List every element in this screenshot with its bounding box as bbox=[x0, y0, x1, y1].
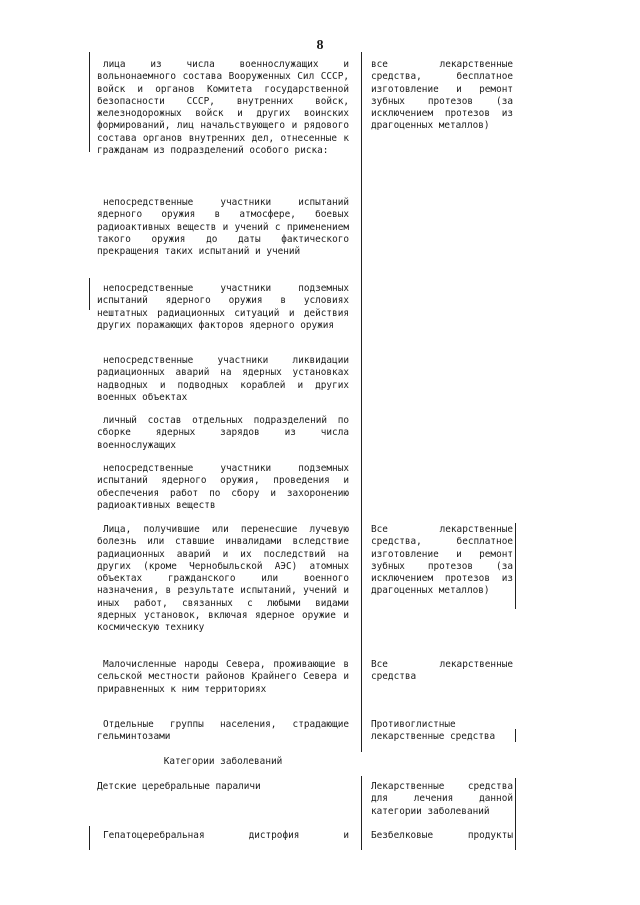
table-cell-benefit: все лекарственные средства, бесплатное изготовление и ремонт зубных протезов (за исключением протезов из драгоценных металлов) bbox=[371, 59, 513, 132]
table-cell-category: непосредственные участники испытаний ядерного оружия в атмосфере, боевых радиоактивных веществ и учений с применением такого оружия до даты фактического прекращения таких испытаний и учений bbox=[97, 197, 349, 258]
table-cell-benefit: Все лекарственные средства, бесплатное изготовление и ремонт зубных протезов (за исключением протезов из драгоценных металлов) bbox=[371, 524, 513, 597]
table-cell-category: непосредственные участники ликвидации радиационных аварий на ядерных установках надводных и подводных кораблей и других военных объектах bbox=[97, 355, 349, 403]
table-rule-left bbox=[89, 52, 90, 152]
table-rule-right bbox=[515, 778, 516, 850]
table-rule-mid bbox=[361, 52, 362, 752]
table-cell-benefit: Все лекарственные средства bbox=[371, 659, 513, 683]
table-rule-left bbox=[89, 278, 90, 310]
table-cell-disease: Гепатоцеребральная дистрофия и bbox=[103, 830, 349, 841]
table-rule-mid bbox=[361, 776, 362, 850]
table-cell-category: Отдельные группы населения, страдающие гельминтозами bbox=[97, 719, 349, 743]
page-number: 8 bbox=[316, 38, 324, 53]
table-cell-benefit: Противоглистные лекарственные средства bbox=[371, 719, 496, 743]
table-rule-right bbox=[515, 729, 516, 742]
table-cell-category: личный состав отдельных подразделений по сборке ядерных зарядов из числа военнослужащих bbox=[97, 415, 349, 451]
table-cell-disease: Детские церебральные параличи bbox=[97, 781, 261, 792]
table-cell-category: Лица, получившие или перенесшие лучевую болезнь или ставшие инвалидами вследствие радиационных аварий и их последствий на других (кроме Чернобыльской АЭС) атомных объектах гражданского или военного назначения, в результате испытаний, учений и иных работ, связанных с любыми видами ядерных установок, включая ядерное оружие и космическую технику bbox=[97, 524, 349, 634]
table-rule-right bbox=[515, 523, 516, 609]
section-heading: Категории заболеваний bbox=[163, 756, 283, 767]
table-cell-category: лица из числа военнослужащих и вольнонаемного состава Вооруженных Сил СССР, войск и органов Комитета государственной безопасности СССР, внутренних войск, железнодорожных войск и других воинских формирований, лиц начальствующего и рядового состава органов внутренних дел, отнесенные к гражданам из подразделений особого риска: bbox=[97, 59, 349, 157]
table-cell-category: непосредственные участники подземных испытаний ядерного оружия, проведения и обеспечения работ по сбору и захоронению радиоактивных веществ bbox=[97, 463, 349, 511]
table-cell-category: непосредственные участники подземных испытаний ядерного оружия в условиях нештатных радиационных ситуаций и действия других поражающих факторов ядерного оружия bbox=[97, 283, 349, 331]
table-cell-category: Малочисленные народы Севера, проживающие в сельской местности районов Крайнего Севера и приравненных к ним территориях bbox=[97, 659, 349, 695]
table-rule-left bbox=[89, 826, 90, 850]
table-cell-benefit: Безбелковые продукты bbox=[371, 830, 513, 841]
table-cell-benefit: Лекарственные средства для лечения данной категории заболеваний bbox=[371, 781, 513, 817]
